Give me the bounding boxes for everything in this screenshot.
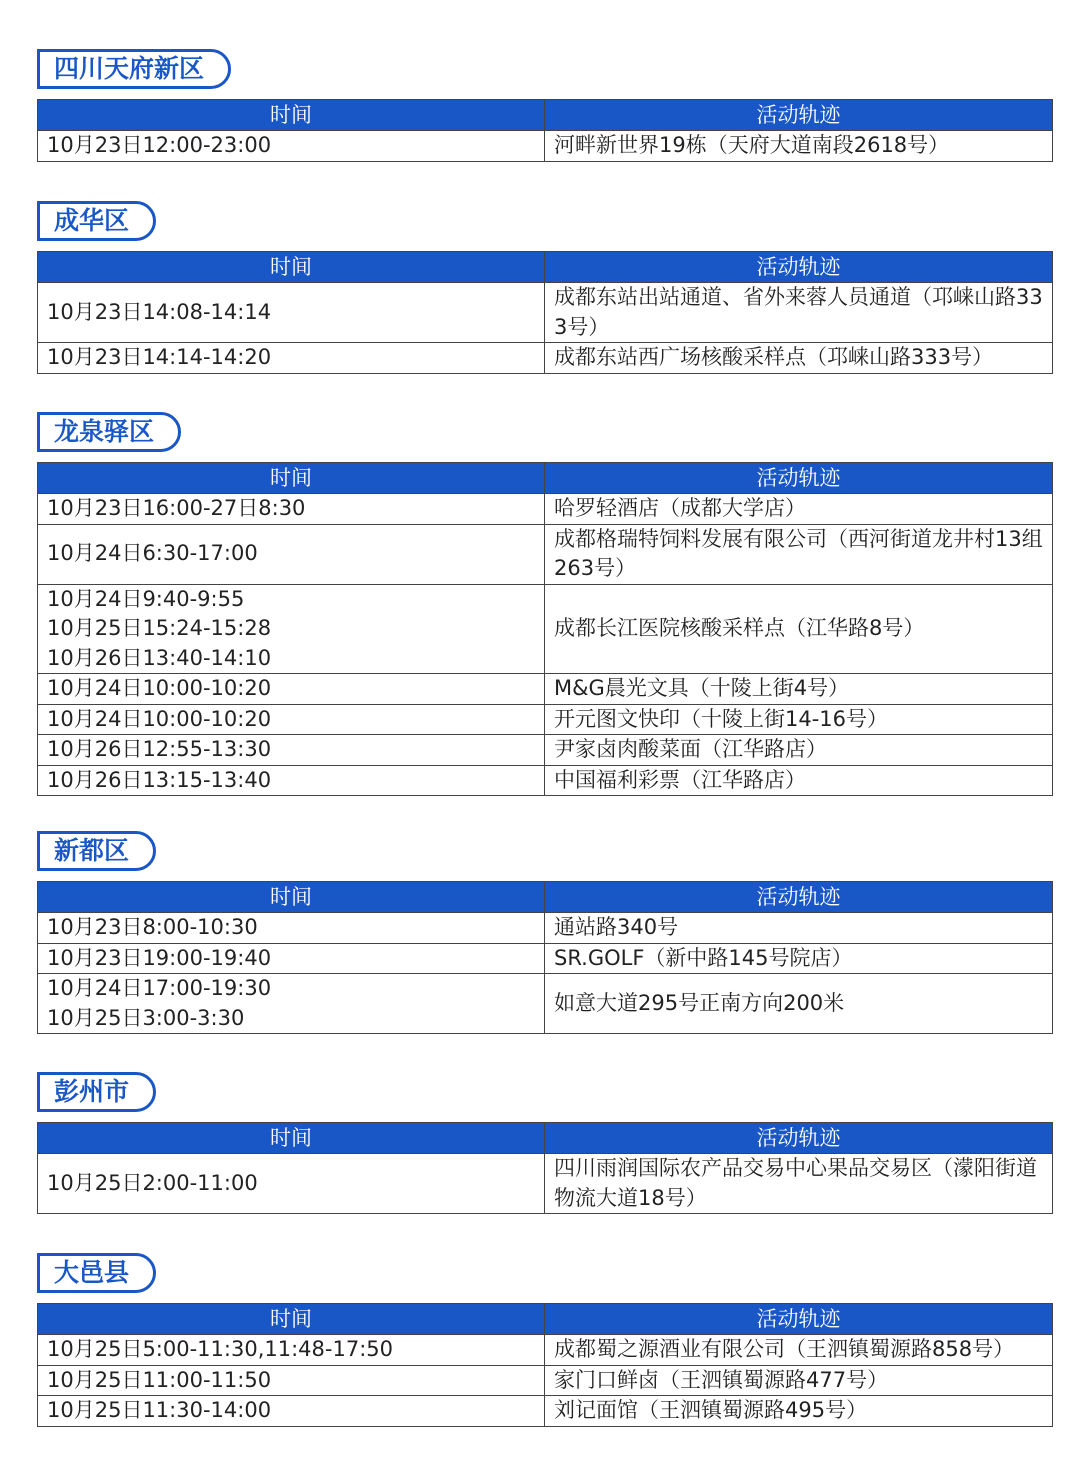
place-cell: 哈罗轻酒店（成都大学店） (545, 494, 1053, 525)
table-row (38, 974, 1053, 1034)
trajectory-table (37, 251, 1053, 374)
place-cell: 中国福利彩票（江华路店） (545, 765, 1053, 796)
table-header-row (38, 100, 1053, 131)
district-section-dayi (37, 1253, 1052, 1422)
time-entry: 10月26日12:55-13:30 (47, 737, 272, 761)
table-row (38, 943, 1053, 974)
time-entry: 10月24日9:40-9:55 (47, 586, 245, 611)
table-row (38, 1335, 1053, 1366)
place-cell: 四川雨润国际农产品交易中心果品交易区（濛阳街道物流大道18号） (545, 1154, 1053, 1214)
time-cell (38, 913, 545, 944)
place-cell: 如意大道295号正南方向200米 (545, 974, 1053, 1034)
time-entry: 10月25日3:00-3:30 (47, 1005, 245, 1030)
table-header-row (38, 1123, 1053, 1154)
district-title: 彭州市 (37, 1072, 156, 1112)
district-section-chenghua (37, 201, 1052, 369)
time-cell (38, 524, 545, 584)
track-column-header: 活动轨迹 (545, 882, 1053, 913)
table-header-row (38, 1304, 1053, 1335)
table-row (38, 1396, 1053, 1427)
place-cell: 成都东站出站通道、省外来蓉人员通道（邛崃山路333号） (545, 283, 1053, 343)
time-cell (38, 735, 545, 766)
time-cell (38, 765, 545, 796)
trajectory-table (37, 462, 1053, 796)
time-entry: 10月26日13:40-14:10 (47, 645, 272, 670)
time-entry: 10月25日5:00-11:30,11:48-17:50 (47, 1337, 393, 1361)
place-cell: 开元图文快印（十陵上街14-16号） (545, 704, 1053, 735)
time-entry: 10月23日16:00-27日8:30 (47, 496, 306, 520)
time-cell (38, 584, 545, 674)
table-header-row (38, 882, 1053, 913)
table-row (38, 735, 1053, 766)
time-entry: 10月23日14:14-14:20 (47, 345, 272, 369)
time-cell (38, 674, 545, 705)
time-cell (38, 704, 545, 735)
time-entry: 10月26日13:15-13:40 (47, 767, 272, 792)
trajectory-table (37, 1122, 1053, 1214)
time-entry: 10月25日11:30-14:00 (47, 1398, 272, 1422)
trajectory-table (37, 1303, 1053, 1427)
table-row (38, 1154, 1053, 1214)
place-cell: 成都蜀之源酒业有限公司（王泗镇蜀源路858号） (545, 1335, 1053, 1366)
district-title: 大邑县 (37, 1253, 156, 1293)
time-cell (38, 1365, 545, 1396)
track-column-header: 活动轨迹 (545, 1304, 1053, 1335)
table-row (38, 913, 1053, 944)
time-entry: 10月23日12:00-23:00 (47, 133, 272, 157)
time-entry: 10月24日10:00-10:20 (47, 706, 272, 731)
place-cell: 尹家卤肉酸菜面（江华路店） (545, 735, 1053, 766)
time-column-header: 时间 (38, 100, 545, 131)
district-section-xindu (37, 831, 1052, 1030)
place-cell: 刘记面馆（王泗镇蜀源路495号） (545, 1396, 1053, 1427)
district-title: 成华区 (37, 201, 156, 241)
track-column-header: 活动轨迹 (545, 463, 1053, 494)
track-column-header: 活动轨迹 (545, 1123, 1053, 1154)
time-cell (38, 943, 545, 974)
track-column-header: 活动轨迹 (545, 252, 1053, 283)
time-entry: 10月25日2:00-11:00 (47, 1170, 258, 1195)
table-row (38, 343, 1053, 374)
place-cell: 成都长江医院核酸采样点（江华路8号） (545, 584, 1053, 674)
time-cell (38, 494, 545, 525)
time-entry: 10月23日19:00-19:40 (47, 945, 272, 970)
trajectory-table (37, 881, 1053, 1034)
district-title: 四川天府新区 (37, 49, 231, 89)
place-cell: 河畔新世界19栋（天府大道南段2618号） (545, 131, 1053, 162)
time-column-header: 时间 (38, 1123, 545, 1154)
table-row (38, 131, 1053, 162)
district-title: 新都区 (37, 831, 156, 871)
table-header-row (38, 252, 1053, 283)
table-row (38, 704, 1053, 735)
table-row (38, 765, 1053, 796)
table-row (38, 494, 1053, 525)
time-entry: 10月25日15:24-15:28 (47, 616, 272, 640)
time-entry: 10月24日10:00-10:20 (47, 676, 272, 700)
time-cell (38, 343, 545, 374)
place-cell: M&G晨光文具（十陵上街4号） (545, 674, 1053, 705)
place-cell: SR.GOLF（新中路145号院店） (545, 943, 1053, 974)
time-entry: 10月23日8:00-10:30 (47, 915, 258, 939)
time-cell (38, 1396, 545, 1427)
table-header-row (38, 463, 1053, 494)
time-column-header: 时间 (38, 882, 545, 913)
district-section-tianfu (37, 49, 1052, 157)
track-column-header: 活动轨迹 (545, 100, 1053, 131)
time-entry: 10月24日17:00-19:30 (47, 976, 272, 1000)
table-row (38, 283, 1053, 343)
table-row (38, 1365, 1053, 1396)
place-cell: 成都格瑞特饲料发展有限公司（西河街道龙井村13组263号） (545, 524, 1053, 584)
time-cell (38, 131, 545, 162)
place-cell: 家门口鲜卤（王泗镇蜀源路477号） (545, 1365, 1053, 1396)
time-entry: 10月24日6:30-17:00 (47, 541, 258, 566)
time-entry: 10月23日14:08-14:14 (47, 299, 272, 324)
time-cell (38, 283, 545, 343)
time-cell (38, 1335, 545, 1366)
place-cell: 成都东站西广场核酸采样点（邛崃山路333号） (545, 343, 1053, 374)
district-section-longquanyi (37, 412, 1052, 792)
time-cell (38, 974, 545, 1034)
table-row (38, 674, 1053, 705)
time-entry: 10月25日11:00-11:50 (47, 1367, 272, 1392)
time-column-header: 时间 (38, 463, 545, 494)
time-column-header: 时间 (38, 1304, 545, 1335)
table-row (38, 524, 1053, 584)
time-column-header: 时间 (38, 252, 545, 283)
district-title: 龙泉驿区 (37, 412, 181, 452)
place-cell: 通站路340号 (545, 913, 1053, 944)
trajectory-table (37, 99, 1053, 162)
district-section-pengzhou (37, 1072, 1052, 1210)
table-row (38, 584, 1053, 674)
time-cell (38, 1154, 545, 1214)
